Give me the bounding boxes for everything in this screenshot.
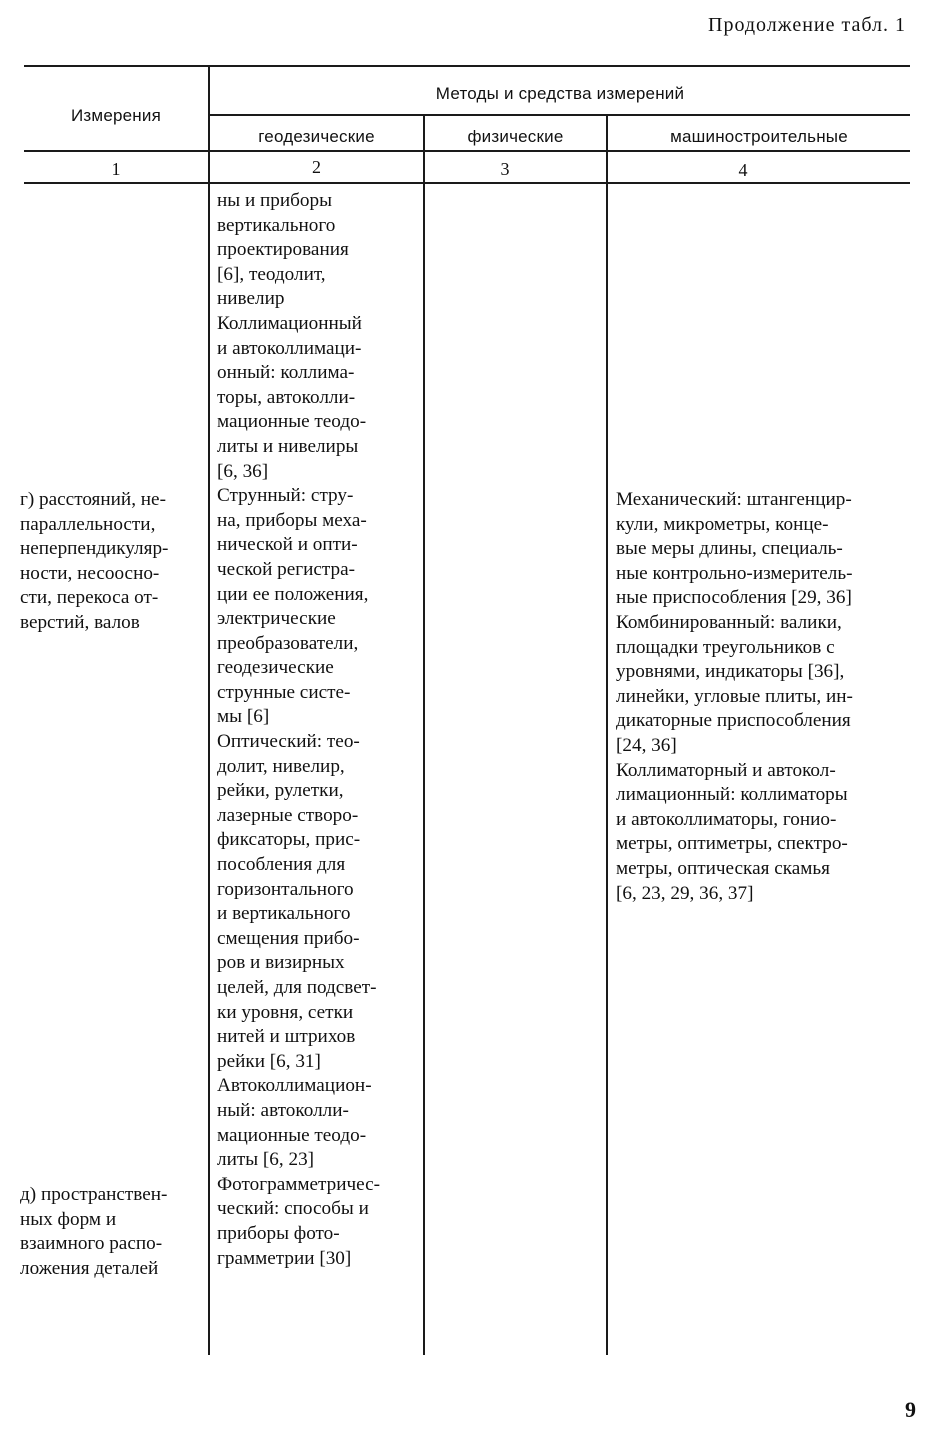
text-line: ческий: способы и bbox=[217, 1198, 369, 1220]
header-bottom-rule bbox=[24, 150, 910, 152]
text-line: ности, несоосно- bbox=[20, 562, 160, 584]
text-line: ный: автоколли- bbox=[217, 1099, 349, 1121]
text-line: Автоколлимацион- bbox=[217, 1075, 372, 1097]
column-divider-3 bbox=[606, 115, 608, 1355]
text-line: электрические bbox=[217, 608, 336, 630]
header-geodetic: геодезические bbox=[258, 127, 375, 146]
text-line: онный: коллима- bbox=[217, 362, 355, 384]
text-line: метры, оптическая скамья bbox=[616, 857, 830, 879]
text-line: ции ее положения, bbox=[217, 583, 369, 605]
text-line: [6], теодолит, bbox=[217, 263, 326, 285]
text-line: площадки треугольников с bbox=[616, 636, 835, 658]
text-line: ных форм и bbox=[20, 1208, 117, 1230]
text-line: д) пространствен- bbox=[20, 1184, 168, 1205]
text-line: рейки [6, 31] bbox=[217, 1050, 321, 1072]
text-line: Струнный: стру- bbox=[217, 485, 354, 507]
text-line: ров и визирных bbox=[217, 952, 345, 974]
text-line: лазерные створо- bbox=[217, 804, 359, 826]
measurement-item-g bbox=[20, 488, 168, 636]
column-numbers-rule bbox=[24, 182, 910, 184]
text-line: и автоколлимаци- bbox=[217, 337, 362, 359]
page-number: 9 bbox=[905, 1397, 916, 1422]
text-line: и вертикального bbox=[217, 903, 351, 925]
mechanical-methods-cell bbox=[616, 488, 853, 906]
text-line: нивелир bbox=[217, 288, 285, 310]
text-line: вертикального bbox=[217, 214, 336, 236]
text-line: горизонтального bbox=[217, 878, 354, 900]
text-line: мы [6] bbox=[217, 706, 270, 728]
table-continuation-label: Продолжение табл. 1 bbox=[708, 14, 906, 36]
text-line: литы и нивелиры bbox=[217, 435, 359, 457]
text-line: Фотограмметричес- bbox=[217, 1173, 381, 1195]
text-line: преобразователи, bbox=[217, 632, 359, 654]
text-line: ческой регистра- bbox=[217, 558, 356, 580]
text-line: кули, микрометры, конце- bbox=[616, 513, 829, 535]
measurement-item-d bbox=[20, 1183, 167, 1281]
text-line: рейки, рулетки, bbox=[217, 780, 344, 802]
header-mechanical: машиностроительные bbox=[670, 127, 848, 146]
text-line: ные приспособления [29, 36] bbox=[616, 587, 852, 609]
column-number-1: 1 bbox=[111, 159, 121, 179]
text-line: метры, оптиметры, спектро- bbox=[616, 833, 848, 855]
column-divider-1 bbox=[208, 65, 210, 1355]
text-line: ки уровня, сетки bbox=[217, 1001, 354, 1023]
text-line: уровнями, индикаторы [36], bbox=[616, 661, 845, 683]
text-line: ны и приборы bbox=[217, 190, 332, 211]
text-line: лимационный: коллиматоры bbox=[616, 784, 848, 806]
text-line: неперпендикуляр- bbox=[20, 538, 169, 560]
text-line: нической и опти- bbox=[217, 534, 358, 556]
text-line: ные контрольно-измеритель- bbox=[616, 562, 853, 584]
text-line: смещения прибо- bbox=[217, 927, 360, 949]
table-top-rule bbox=[24, 65, 910, 67]
text-line: струнные систе- bbox=[217, 681, 351, 703]
text-line: [6, 36] bbox=[217, 460, 269, 482]
text-line: нитей и штрихов bbox=[217, 1026, 356, 1048]
text-line: ложения деталей bbox=[20, 1257, 159, 1279]
text-line: Механический: штангенцир- bbox=[616, 489, 852, 510]
column-divider-2 bbox=[423, 115, 425, 1355]
text-line: [24, 36] bbox=[616, 734, 677, 756]
text-line: на, приборы меха- bbox=[217, 509, 367, 531]
text-line: долит, нивелир, bbox=[217, 755, 345, 777]
text-line: и автоколлиматоры, гонио- bbox=[616, 808, 837, 830]
text-line: грамметрии [30] bbox=[217, 1247, 352, 1269]
text-line: фиксаторы, прис- bbox=[217, 829, 361, 851]
text-line: торы, автоколли- bbox=[217, 386, 356, 408]
text-line: верстий, валов bbox=[20, 611, 140, 633]
text-line: мационные теодо- bbox=[217, 1124, 367, 1146]
text-line: сти, перекоса от- bbox=[20, 587, 159, 609]
text-line: приборы фото- bbox=[217, 1222, 340, 1244]
text-line: Комбинированный: валики, bbox=[616, 611, 842, 633]
text-line: пособления для bbox=[217, 854, 346, 876]
column-number-3: 3 bbox=[500, 159, 510, 179]
text-line: литы [6, 23] bbox=[217, 1149, 315, 1171]
text-line: параллельности, bbox=[20, 513, 156, 535]
geodetic-methods-cell bbox=[217, 189, 380, 1271]
text-line: [6, 23, 29, 36, 37] bbox=[616, 882, 754, 904]
text-line: г) расстояний, не- bbox=[20, 489, 166, 510]
header-measurements: Измерения bbox=[71, 106, 161, 125]
text-line: Коллиматорный и автокол- bbox=[616, 759, 836, 781]
text-line: мационные теодо- bbox=[217, 411, 367, 433]
header-physical: физические bbox=[467, 127, 564, 146]
text-line: целей, для подсвет- bbox=[217, 977, 377, 998]
text-line: взаимного распо- bbox=[20, 1233, 163, 1255]
text-line: Оптический: тео- bbox=[217, 731, 360, 753]
text-line: вые меры длины, специаль- bbox=[616, 538, 843, 560]
text-line: геодезические bbox=[217, 657, 334, 679]
text-line: Коллимационный bbox=[217, 312, 362, 334]
column-number-4: 4 bbox=[738, 160, 748, 180]
header-methods-group: Методы и средства измерений bbox=[435, 84, 685, 103]
methods-header-rule bbox=[210, 114, 910, 116]
text-line: дикаторные приспособления bbox=[616, 710, 851, 732]
text-line: проектирования bbox=[217, 239, 349, 261]
column-number-2: 2 bbox=[312, 157, 321, 177]
text-line: линейки, угловые плиты, ин- bbox=[616, 685, 853, 707]
